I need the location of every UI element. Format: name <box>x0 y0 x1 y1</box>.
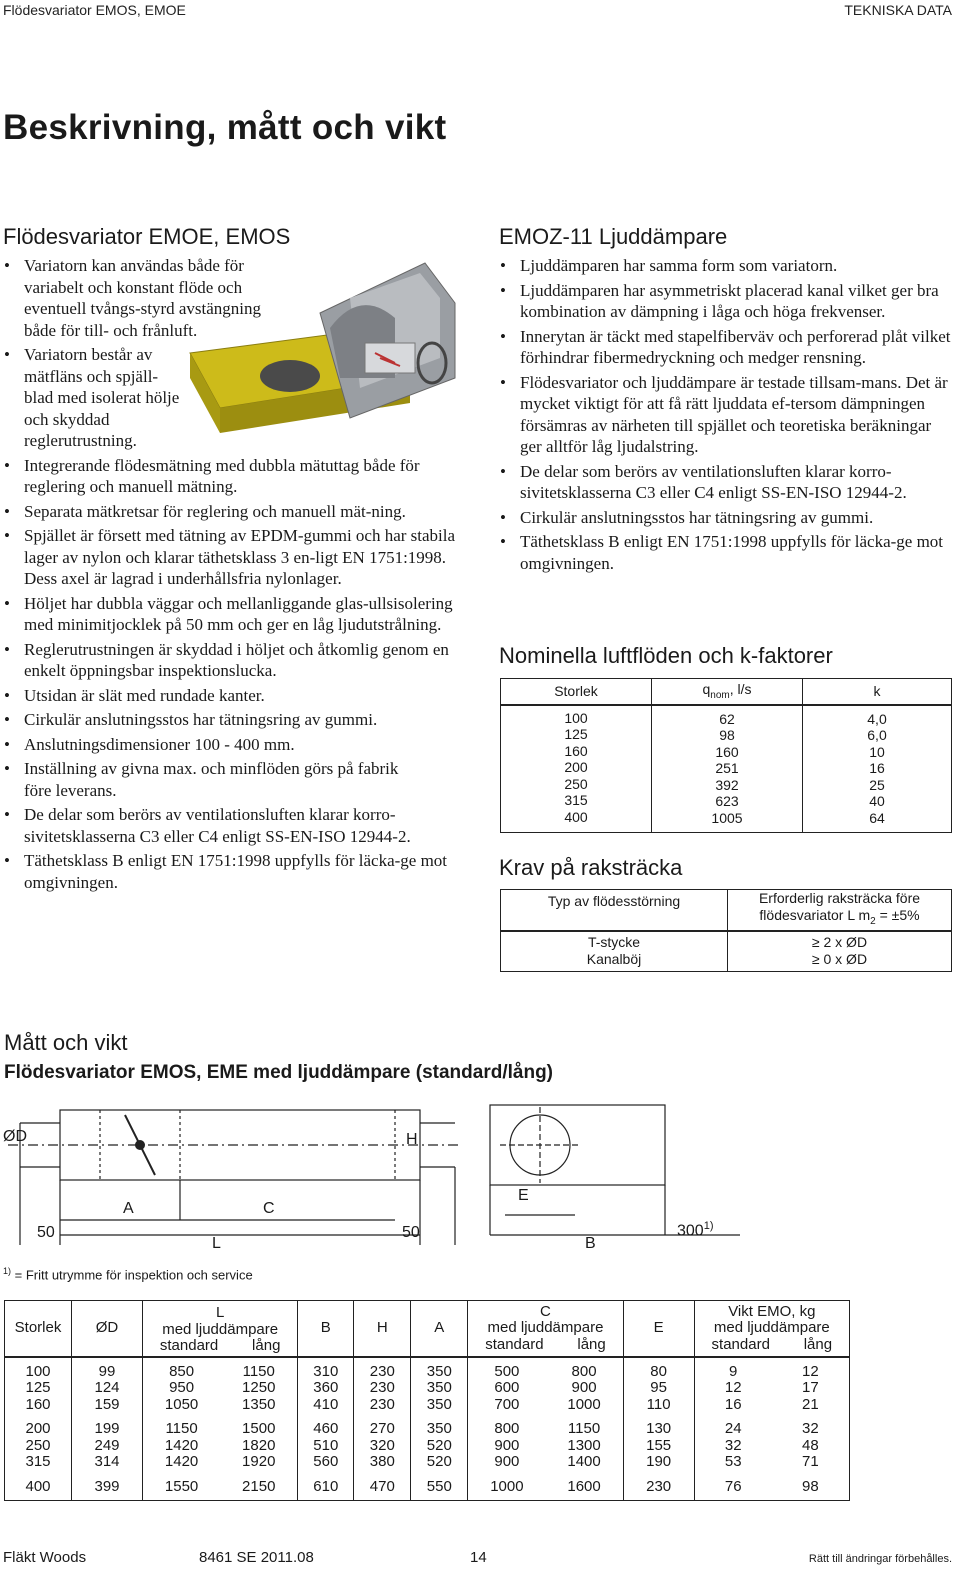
table-cell: 12 17 21 <box>802 1362 819 1413</box>
table-cell: 199 249 314 <box>72 1419 143 1477</box>
left-bullet-1: • Variatorn kan användas både för variabelt och konstant flöde och eventuell tvångs-styrd avstängning både för till- och frånluft. <box>2 255 284 341</box>
table-cell: 1150 1420 1420 <box>164 1420 199 1471</box>
left-bullet-4: • Separata mätkretsar för reglering och manuell mät-ning. <box>2 501 444 523</box>
label-c: C <box>263 1200 275 1217</box>
label-e: E <box>518 1187 529 1204</box>
table-cell: 350 520 520 <box>411 1419 468 1477</box>
table-cell: 100 125 160 <box>5 1357 72 1420</box>
label-l: L <box>212 1235 221 1252</box>
table-cell: 550 <box>411 1477 468 1500</box>
table-cell: 500 600 700 <box>494 1362 520 1413</box>
nominal-col-k: k <box>803 679 952 705</box>
table-cell: 270 320 380 <box>354 1419 411 1477</box>
col-c: C med ljuddämpare standard lång <box>468 1301 623 1357</box>
straight-values: ≥ 2 x ØD ≥ 0 x ØD <box>811 934 868 968</box>
dimensions-subheading: Flödesvariator EMOS, EME med ljuddämpare (standard/lång) <box>4 1062 553 1083</box>
right-bullet-4: • Flödesvariator och ljuddämpare är testade tillsam-mans. Det är mycket viktigt för att få rätt ljuddata ef-tersom dämpningen försämras av närheten till spjället och teoretiska beräkningar ger alltför låg ljudalstring. <box>498 372 953 458</box>
straight-col-type: Typ av flödesstörning <box>501 890 728 931</box>
dimension-drawing <box>0 1095 960 1260</box>
label-50-left: 50 <box>37 1224 55 1241</box>
header-left: Flödesvariator EMOS, EMOE <box>3 2 186 18</box>
table-cell: 230 <box>623 1477 694 1500</box>
label-h: H <box>406 1131 418 1148</box>
label-od: ØD <box>3 1128 27 1145</box>
table-cell: 1550 <box>164 1478 199 1496</box>
left-bullet-13: • Täthetsklass B enligt EN 1751:1998 uppfylls för läcka-ge mot omgivningen. <box>2 850 454 893</box>
table-cell: 310 360 410 <box>298 1357 354 1420</box>
right-bullets <box>498 255 953 577</box>
table-cell: 400 <box>5 1477 72 1500</box>
left-bullet-12: • De delar som berörs av ventilationsluften klarar korro-sivitetsklasserna C3 eller C4 enligt SS-EN-ISO 12944-2. <box>2 804 464 847</box>
table-cell: 98 <box>802 1478 819 1496</box>
table-row-group <box>5 1419 850 1477</box>
nominal-heading: Nominella luftflöden och k-faktorer <box>499 643 833 668</box>
footer-company: Fläkt Woods <box>3 1549 87 1566</box>
left-bullet-2: • Variatorn består av mätfläns och spjäll-blad med isolerat hölje och skyddad reglerutrustning. <box>2 344 184 452</box>
table-cell: 800 900 1000 <box>545 1357 623 1420</box>
dimension-table <box>4 1300 850 1501</box>
straight-heading: Krav på raksträcka <box>499 855 683 880</box>
dimensions-heading: Mått och vikt <box>4 1030 128 1055</box>
col-storlek: Storlek <box>5 1301 72 1357</box>
table-cell: 200 250 315 <box>5 1419 72 1477</box>
label-50-right: 50 <box>402 1224 420 1241</box>
left-bullet-3: • Integrerande flödesmätning med dubbla mätuttag både för reglering och manuell mätning. <box>2 455 462 498</box>
table-cell: 99 124 159 <box>72 1357 143 1420</box>
table-cell: 80 95 110 <box>623 1357 694 1420</box>
nominal-k-values: 4,0 6,0 10 16 25 40 64 <box>867 710 887 827</box>
right-section-heading: EMOZ-11 Ljuddämpare <box>499 224 728 249</box>
footer-note: Rätt till ändringar förbehålles. <box>808 1553 952 1565</box>
label-b: B <box>585 1235 596 1252</box>
table-cell: 1000 <box>490 1478 524 1496</box>
dimension-table-body <box>5 1357 850 1501</box>
footer-page: 14 <box>470 1549 487 1566</box>
page-title: Beskrivning, mått och vikt <box>3 108 447 147</box>
nominal-sizes: 100 125 160 200 250 315 400 <box>501 705 652 833</box>
table-cell: 130 155 190 <box>623 1419 694 1477</box>
col-l: L med ljuddämpare standard lång <box>143 1301 298 1357</box>
table-cell: 800 900 900 <box>494 1420 520 1471</box>
nominal-q-values: 62 98 160 251 392 623 1005 <box>652 705 803 833</box>
table-cell: 230 230 230 <box>354 1357 411 1420</box>
right-bullet-6: • Cirkulär anslutningsstos har tätningsring av gummi. <box>498 507 953 529</box>
straight-table <box>500 889 952 972</box>
right-bullet-5: • De delar som berörs av ventilationsluften klarar korro-sivitetsklasserna C3 eller C4 enligt SS-EN-ISO 12944-2. <box>498 461 953 504</box>
header-right: TEKNISKA DATA <box>844 2 952 18</box>
straight-types: T-stycke Kanalböj <box>501 931 728 972</box>
table-cell: 1150 1300 1400 <box>545 1419 623 1477</box>
label-a: A <box>123 1200 134 1217</box>
left-bullet-6: • Höljet har dubbla väggar och mellanliggande glas-ullsisolering med minimitjocklek på 50 mm och ger en låg ljudutstrålning. <box>2 593 464 636</box>
col-a: A <box>411 1301 468 1357</box>
table-cell: 610 <box>298 1477 354 1500</box>
table-cell: 1500 1820 1920 <box>220 1419 298 1477</box>
col-h: H <box>354 1301 411 1357</box>
table-cell: 1600 <box>545 1477 623 1500</box>
left-bullet-11: • Inställning av givna max. och minflöden görs på fabrik före leverans. <box>2 758 424 801</box>
table-cell: 9 12 16 <box>724 1362 742 1413</box>
right-bullet-1: • Ljuddämparen har samma form som variatorn. <box>498 255 953 277</box>
table-cell: 1150 1250 1350 <box>220 1357 298 1420</box>
label-300: 300$^{1)}$ <box>677 1220 714 1240</box>
table-row-group <box>5 1357 850 1420</box>
right-bullet-7: • Täthetsklass B enligt EN 1751:1998 uppfylls för läcka-ge mot omgivningen. <box>498 531 953 574</box>
col-od: ØD <box>72 1301 143 1357</box>
table-cell: 24 32 53 <box>724 1420 742 1471</box>
left-section-heading: Flödesvariator EMOE, EMOS <box>3 224 291 249</box>
col-e: E <box>623 1301 694 1357</box>
left-bullet-10: • Anslutningsdimensioner 100 - 400 mm. <box>2 734 462 756</box>
straight-col-length: Erforderlig raksträcka före flödesvariator L $m_2 = \pm 5\%$ <box>728 890 952 931</box>
col-weight: Vikt EMO, kg med ljuddämpare standard lång <box>694 1301 849 1357</box>
left-bullet-9: • Cirkulär anslutningsstos har tätningsring av gummi. <box>2 709 462 731</box>
left-bullet-8: • Utsidan är slät med rundade kanter. <box>2 685 462 707</box>
table-cell: 76 <box>724 1478 742 1496</box>
table-cell: 32 48 71 <box>802 1420 819 1471</box>
left-bullet-7: • Reglerutrustningen är skyddad i höljet och åtkomlig genom en enkelt öppningsbar inspektionslucka. <box>2 639 462 682</box>
table-row-group <box>5 1477 850 1500</box>
footer-doc: 8461 SE 2011.08 <box>199 1549 314 1566</box>
nominal-table <box>500 678 952 833</box>
table-cell: 460 510 560 <box>298 1419 354 1477</box>
right-bullet-2: • Ljuddämparen har asymmetriskt placerad kanal vilket ger bra kombination av dämpning i låga och höga frekvenser. <box>498 280 953 323</box>
left-bullet-5: • Spjället är försett med tätning av EPDM-gummi och har stabila lager av nylon och klarar täthetsklass 3 en-ligt EN 1751:1998. Dess axel är lagrad i underhållsfria nylonlager. <box>2 525 464 590</box>
col-b: B <box>298 1301 354 1357</box>
dimension-footnote: $^{1)}$ = Fritt utrymme för inspektion och service <box>3 1266 253 1283</box>
nominal-col-q: $q_{nom}$, l/s <box>652 679 803 705</box>
table-cell: 850 950 1050 <box>164 1362 199 1413</box>
table-cell: 399 <box>72 1477 143 1500</box>
table-cell: 470 <box>354 1477 411 1500</box>
nominal-col-size: Storlek <box>501 679 652 705</box>
table-cell: 350 350 350 <box>411 1357 468 1420</box>
right-bullet-3: • Innerytan är täckt med stapelfiberväv och perforerad plåt vilket förhindrar fibermedryckning och medger rensning. <box>498 326 953 369</box>
table-cell: 2150 <box>220 1477 298 1500</box>
left-bullets <box>2 255 462 896</box>
